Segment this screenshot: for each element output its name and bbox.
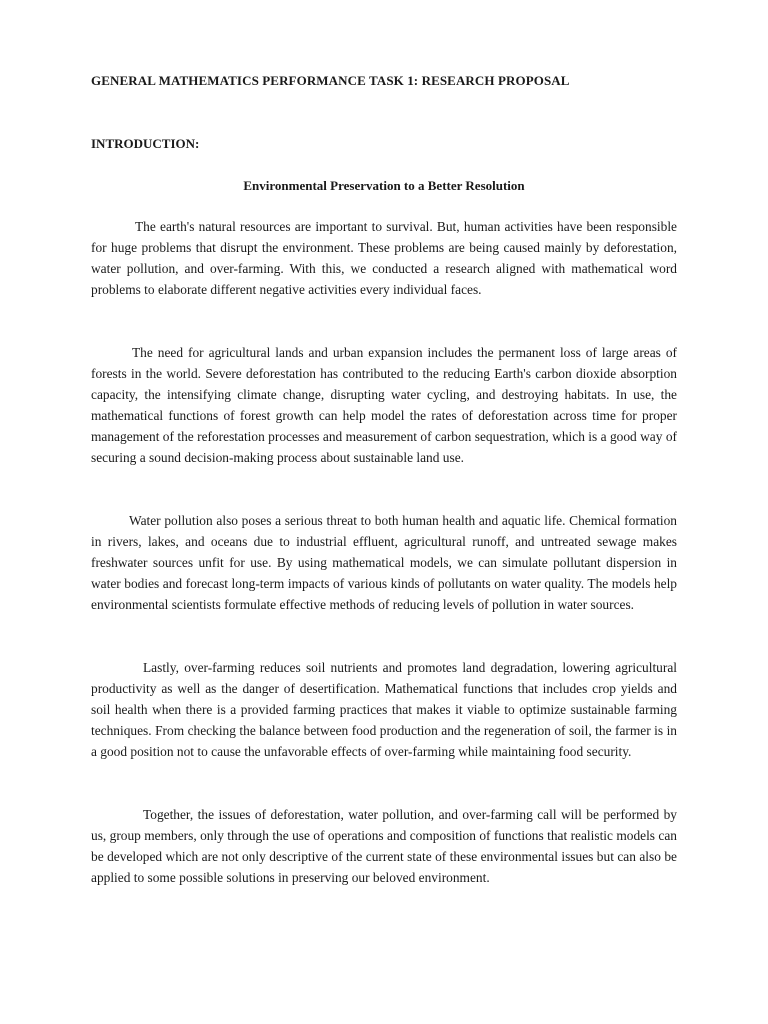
paragraph: Water pollution also poses a serious threat to both human health and aquatic life. Chemical formation in rivers, lakes, and oceans due to industrial effluent, agricultural runoff, and untreated sewage makes freshwater sources unfit for use. By using mathematical models, we can simulate pollutant dispersion in water bodies and forecast long-term impacts of various kinds of pollutants on water quality. The models help environmental scientists formulate effective methods of reducing levels of pollution in water sources.	[91, 513, 677, 612]
paragraph: The earth's natural resources are important to survival. But, human activities have been responsible for huge problems that disrupt the environment. These problems are being caused mainly by deforestation, water pollution, and over-farming. With this, we conducted a research aligned with mathematical word problems to elaborate different negative activities every individual faces.	[91, 219, 677, 297]
paragraph: Lastly, over-farming reduces soil nutrients and promotes land degradation, lowering agricultural productivity as well as the danger of desertification. Mathematical functions that includes crop yields and soil health when there is a provided farming practices that makes it viable to optimize sustainable farming techniques. From checking the balance between food production and the regeneration of soil, the farmer is in a good position not to cause the unfavorable effects of over-farming while maintaining food security.	[91, 660, 677, 759]
paragraph: The need for agricultural lands and urban expansion includes the permanent loss of large areas of forests in the world. Severe deforestation has contributed to the reducing Earth's carbon dioxide absorption capacity, the intensifying climate change, disrupting water cycling, and destroying habitats. In use, the mathematical functions of forest growth can help model the rates of deforestation across time for proper management of the reforestation processes and measurement of carbon sequestration, which is a good way of securing a sound decision-making process about sustainable land use.	[91, 345, 677, 465]
document-title: GENERAL MATHEMATICS PERFORMANCE TASK 1: RESEARCH PROPOSAL	[91, 73, 570, 88]
document-subtitle: Environmental Preservation to a Better Resolution	[243, 178, 525, 193]
section-heading-introduction: INTRODUCTION:	[91, 136, 200, 151]
paragraph: Together, the issues of deforestation, water pollution, and over-farming call will be performed by us, group members, only through the use of operations and composition of functions that realistic models can be developed which are not only descriptive of the current state of these environmental issues but can also be applied to some possible solutions in preserving our beloved environment.	[91, 807, 677, 885]
